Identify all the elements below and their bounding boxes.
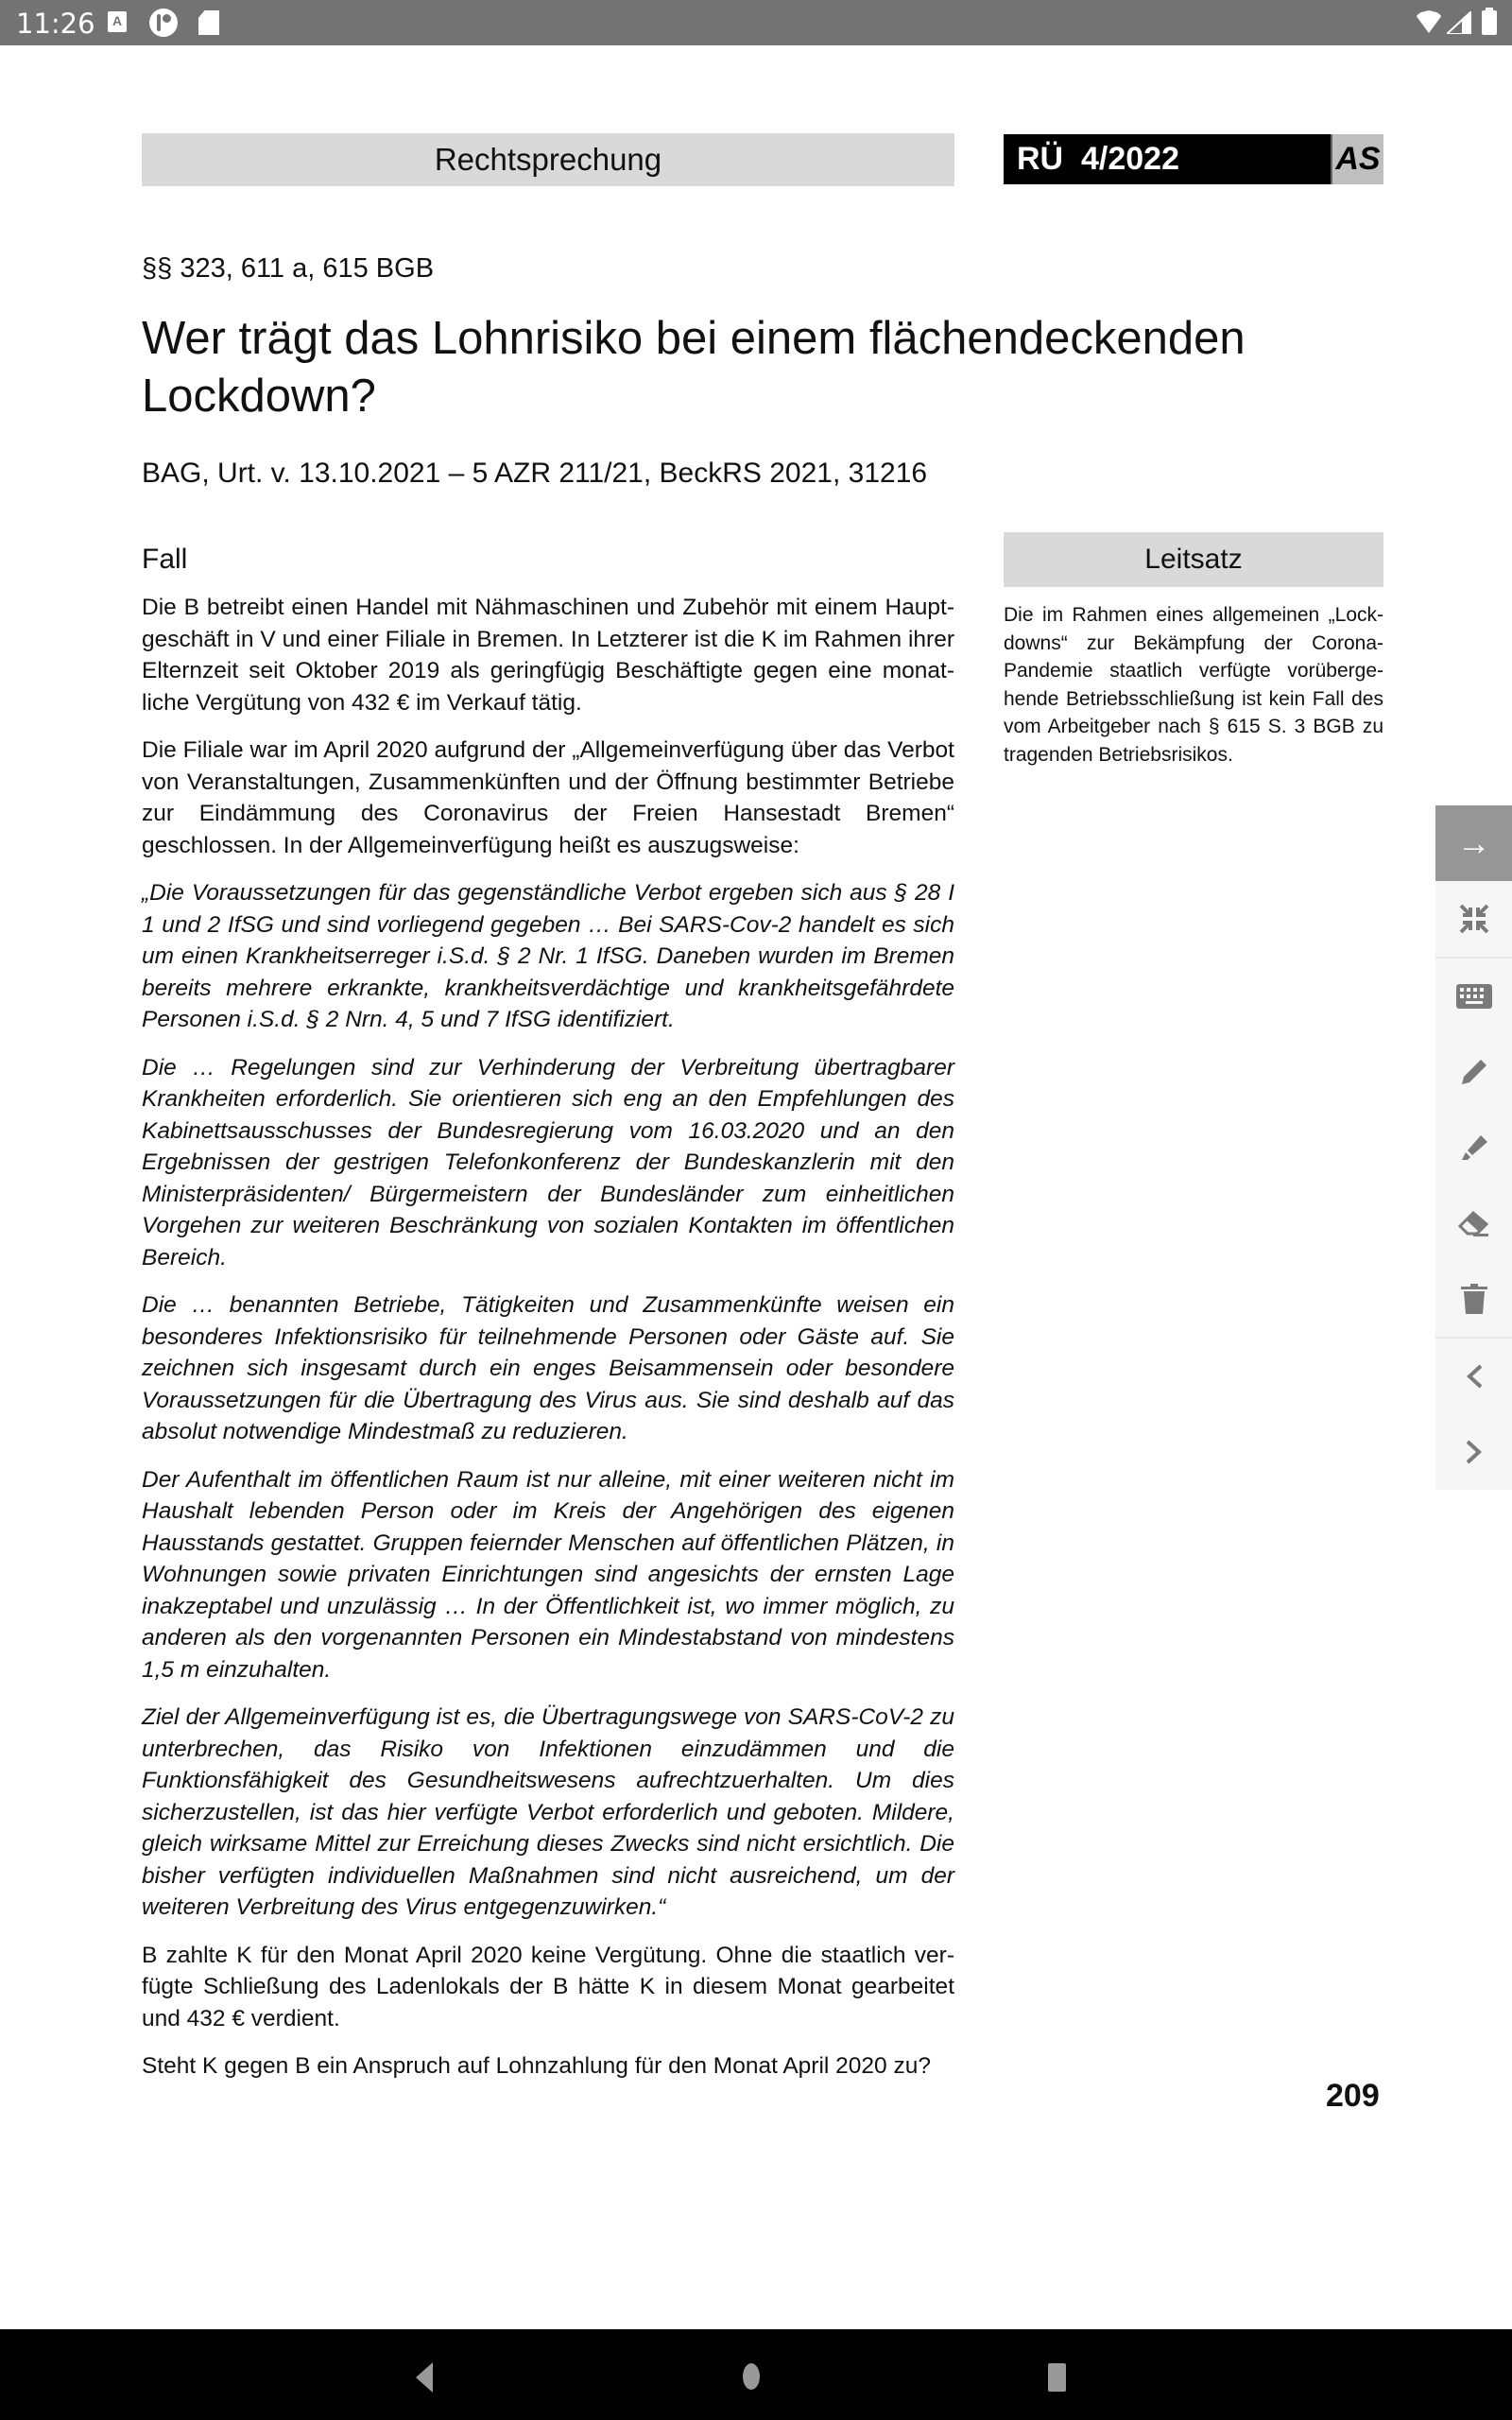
collapse-button[interactable] [1435,881,1512,957]
back-button[interactable] [416,2362,433,2393]
wifi-icon [1415,10,1443,33]
status-time: 11:26 [16,8,95,40]
leitsatz-text: Die im Rahmen eines allgemeinen „Lockdowns“ zur Bekämpfung der Corona-Pandemie staatlich verfügte vorübergehende Betriebsschließung ist kein Fall des vom Arbeitgeber nach § 615 S. 3 BGB zu tragenden Betriebsrisikos. [1004,604,1383,766]
delete-button[interactable] [1435,1261,1512,1337]
leitsatz-heading: Leitsatz [1004,532,1383,587]
chevron-right-icon [1464,1438,1485,1466]
highlighter-button[interactable] [1435,1110,1512,1185]
quote-paragraph: Der Aufenthalt im öffentlichen Raum ist nur alleine, mit einer weiteren nicht im Haushalt lebenden Person oder im Kreis der Angehörigen des eigenen Hausstands gestattet. Gruppen feiernder Menschen auf öffentlichen Plätzen, in Wohnungen sowie privaten Einrichtungen sind angesichts der ernsten Lage inakzeptabel und unzulässig … In der Öffentlichkeit ist, wo immer möglich, zu anderen als den vorgenannten Personen ein Mindestabstand von mindestens 1,5 m einzuhalten. [142,1466,954,1683]
case-body [142,592,954,2099]
pen-button[interactable] [1435,1034,1512,1110]
quote-paragraph: Die … benannten Betriebe, Tätigkeiten und Zusammenkünfte weisen ein besonderes Infektionsrisiko für teilnehmende Personen oder Gäste auf. Sie zeichnen sich insgesamt durch ein enges Beisammensein oder besondere Voraussetzungen für die Übertragung des Virus aus. Sie sind deshalb auf das absolut notwendige Mindestmaß zu reduzieren. [142,1292,954,1444]
navigation-bar [0,2329,1512,2420]
forward-button[interactable] [1435,805,1512,881]
section-header: Rechtsprechung [142,133,954,186]
quote-paragraph: Die … Regelungen sind zur Verhinderung der Verbreitung übertragbarer Krankheiten erforderlich. Sie orientieren sich eng an den Empfehlungen des Kabinettsausschusses der Bundesregierung vom 16.03.2020 und an den Ergebnissen der gestrigen Telefonkonferenz der Bundeskanzlerin mit den Ministerpräsidenten/ Bürgermeistern der Bundesländer zum einheitlichen Vorgehen zur weiteren Beschränkung von sozialen Kontakten im öffentlichen Bereich. [142,1054,954,1270]
keyboard-button[interactable] [1435,959,1512,1034]
case-paragraph: B zahlte K für den Monat April 2020 keine Vergütung. Ohne die staatlich verfügte Schließung des Ladenlokals der B hätte K in diesem Monat gearbeitet und 432 € verdient. [142,1942,954,2031]
fall-heading: Fall [142,544,188,575]
signal-icon [1447,11,1471,34]
keyboard-icon [1456,984,1492,1009]
collapse-icon [1458,903,1490,935]
quote-paragraph: „Die Voraussetzungen für das gegenständliche Verbot ergeben sich aus § 28 I 1 und 2 IfSG und sind vorliegend gegeben … Bei SARS-Cov-2 handelt es sich um einen Krankheitserreger i.S.d. § 2 Nr. 1 IfSG. Daneben wurden im Bremen bereits mehrere erkrankte, krankheitsverdächtige und krankheitsgefährdete Personen i.S.d. § 2 Nrn. 4, 5 und 7 IfSG identifiziert. [142,880,954,1032]
annotation-toolbar [1435,805,1512,1490]
battery-icon [1482,10,1497,35]
text-input-icon: A [108,11,127,32]
issue-badge [1004,134,1383,184]
case-citation: BAG, Urt. v. 13.10.2021 – 5 AZR 211/21, BeckRS 2021, 31216 [142,458,928,489]
page-number: 209 [1326,2078,1380,2114]
next-page-button[interactable] [1435,1414,1512,1490]
eraser-button[interactable] [1435,1185,1512,1261]
sd-card-icon [198,10,219,35]
issue-label: RÜ 4/2022 [1017,141,1179,177]
status-bar [0,0,1512,45]
home-button[interactable] [743,2363,760,2390]
case-paragraph: Die B betreibt einen Handel mit Nähmaschinen und Zubehör mit einem Hauptgeschäft in V und einer Filiale in Bremen. In Letzterer ist die K im Rahmen ihrer Elternzeit seit Oktober 2019 als geringfügig Beschäftigte gegen eine monatliche Vergütung von 432 € im Verkauf tätig. [142,595,954,716]
app-circle-icon [149,9,178,37]
recents-button[interactable] [1048,2363,1066,2392]
pen-icon [1458,1056,1490,1088]
case-paragraph: Die Filiale war im April 2020 aufgrund der „Allgemeinverfügung über das Verbot von Veranstaltungen, Zusammenkünften und der Öffnung bestimmter Betriebe zur Eindämmung des Coronavirus der Freien Hansestadt Bremen“ geschlossen. In der Allgemeinverfügung heißt es auszugsweise: [142,737,954,858]
arrow-right-icon: → [1456,823,1491,862]
case-question: Steht K gegen B ein Anspruch auf Lohnzahlung für den Monat April 2020 zu? [142,2053,931,2079]
previous-page-button[interactable] [1435,1339,1512,1414]
publisher-logo: AS [1331,134,1383,184]
article-title: Wer trägt das Lohnrisiko bei einem flächendeckenden Lockdown? [142,313,1246,422]
chevron-left-icon [1464,1362,1485,1391]
quote-paragraph: Ziel der Allgemeinverfügung ist es, die Übertragungswege von SARS-CoV-2 zu unterbrechen, das Risiko von Infektionen einzudämmen und die Funktionsfähigkeit des Gesundheitswesens aufrechtzuerhalten. Um dies sicherzustellen, ist das hier verfügte Verbot erforderlich und geboten. Mildere, gleich wirksame Mittel zur Erreichung dieses Zwecks sind nicht ersichtlich. Die bisher verfügten individuellen Maßnahmen sind nicht ausreichend, um der weiteren Verbreitung des Virus entgegenzuwirken.“ [142,1704,954,1920]
norms-line: §§ 323, 611 a, 615 BGB [142,253,435,284]
trash-icon [1461,1284,1487,1314]
highlighter-icon [1458,1132,1490,1164]
eraser-icon [1458,1209,1490,1237]
